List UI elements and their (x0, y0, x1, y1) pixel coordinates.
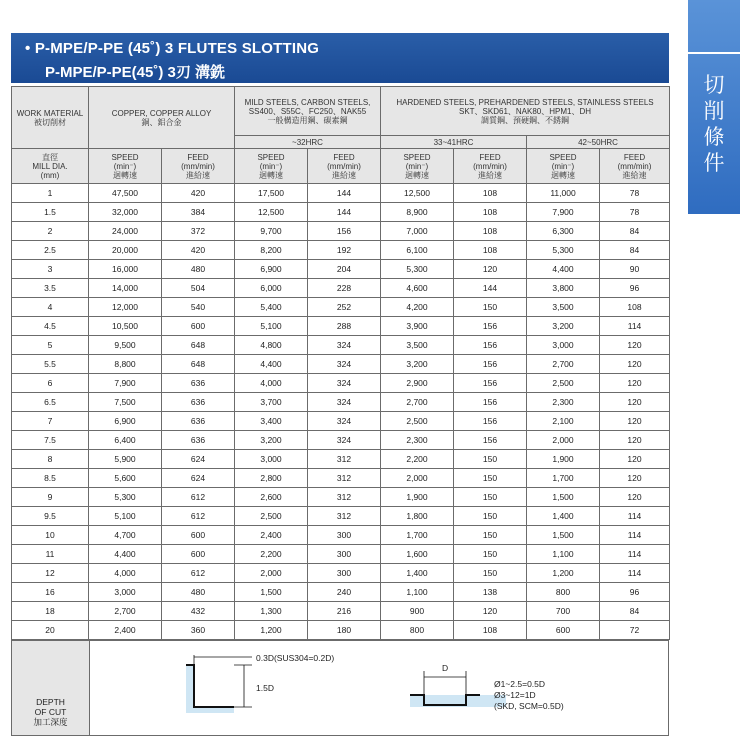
speed-cell: 9,500 (89, 336, 162, 355)
feed-cell: 150 (454, 507, 527, 526)
feed-cell: 120 (600, 374, 670, 393)
speed-cell: 1,400 (527, 507, 600, 526)
title-line-2: P-MPE/P-PE(45˚) 3刃 溝銑 (45, 64, 226, 81)
speed-cell: 7,900 (89, 374, 162, 393)
speed-cell: 5,600 (89, 469, 162, 488)
group-hardened-steel-header: HARDENED STEELS, PREHARDENED STEELS, STAINLESS STEELS SKT、SKD61、NAK80、HPM1、DH 調質鋼、預硬鋼、不銹鋼 (381, 87, 670, 136)
feed-cell: 120 (600, 450, 670, 469)
speed-cell: 2,500 (235, 507, 308, 526)
mill-dia-cell: 5.5 (12, 355, 89, 374)
speed-cell: 1,200 (235, 621, 308, 640)
feed-cell: 108 (454, 203, 527, 222)
feed-header: FEED (mm/min) 進給速 (308, 149, 381, 184)
feed-cell: 216 (308, 602, 381, 621)
mill-dia-cell: 9 (12, 488, 89, 507)
mill-dia-cell: 2 (12, 222, 89, 241)
work-material-header: WORK MATERIAL 被切削材 (12, 87, 89, 149)
speed-cell: 1,300 (235, 602, 308, 621)
table-row (12, 583, 670, 602)
speed-cell: 2,700 (381, 393, 454, 412)
table-row (12, 260, 670, 279)
speed-cell: 1,500 (527, 488, 600, 507)
side-tab-char: 條 (703, 125, 725, 149)
speed-cell: 24,000 (89, 222, 162, 241)
feed-cell: 108 (454, 621, 527, 640)
table-row (12, 469, 670, 488)
speed-cell: 8,800 (89, 355, 162, 374)
side-tab-char: 削 (703, 99, 725, 123)
feed-cell: 108 (600, 298, 670, 317)
speed-cell: 3,500 (381, 336, 454, 355)
mill-dia-cell: 6.5 (12, 393, 89, 412)
table-row (12, 431, 670, 450)
feed-cell: 204 (308, 260, 381, 279)
feed-cell: 114 (600, 564, 670, 583)
feed-cell: 384 (162, 203, 235, 222)
speed-cell: 2,000 (381, 469, 454, 488)
mill-dia-cell: 3 (12, 260, 89, 279)
feed-cell: 150 (454, 564, 527, 583)
feed-cell: 612 (162, 507, 235, 526)
feed-header: FEED (mm/min) 進給速 (162, 149, 235, 184)
feed-cell: 120 (600, 393, 670, 412)
table-row (12, 374, 670, 393)
table-row (12, 241, 670, 260)
feed-cell: 480 (162, 583, 235, 602)
title-banner (11, 33, 669, 83)
speed-cell: 14,000 (89, 279, 162, 298)
table-row (12, 279, 670, 298)
speed-cell: 3,200 (381, 355, 454, 374)
feed-cell: 150 (454, 450, 527, 469)
feed-cell: 300 (308, 545, 381, 564)
speed-cell: 2,200 (235, 545, 308, 564)
mill-dia-cell: 8.5 (12, 469, 89, 488)
speed-cell: 2,100 (527, 412, 600, 431)
mill-dia-cell: 9.5 (12, 507, 89, 526)
speed-cell: 4,400 (235, 355, 308, 374)
speed-cell: 3,200 (527, 317, 600, 336)
speed-cell: 32,000 (89, 203, 162, 222)
table-row (12, 450, 670, 469)
table-row (12, 526, 670, 545)
speed-cell: 1,700 (381, 526, 454, 545)
feed-cell: 114 (600, 317, 670, 336)
feed-cell: 150 (454, 545, 527, 564)
feed-cell: 120 (600, 488, 670, 507)
feed-cell: 252 (308, 298, 381, 317)
mill-dia-cell: 4 (12, 298, 89, 317)
speed-cell: 2,900 (381, 374, 454, 393)
feed-cell: 120 (454, 602, 527, 621)
speed-cell: 6,900 (235, 260, 308, 279)
group-copper-header: COPPER, COPPER ALLOY 銅、鋁合金 (89, 87, 235, 149)
feed-cell: 288 (308, 317, 381, 336)
mill-dia-cell: 11 (12, 545, 89, 564)
feed-cell: 300 (308, 564, 381, 583)
speed-cell: 2,000 (527, 431, 600, 450)
feed-cell: 84 (600, 602, 670, 621)
feed-cell: 150 (454, 469, 527, 488)
speed-cell: 20,000 (89, 241, 162, 260)
speed-cell: 3,000 (89, 583, 162, 602)
feed-cell: 144 (308, 184, 381, 203)
feed-cell: 84 (600, 222, 670, 241)
speed-cell: 3,900 (381, 317, 454, 336)
speed-cell: 8,200 (235, 241, 308, 260)
speed-cell: 4,000 (89, 564, 162, 583)
speed-cell: 4,200 (381, 298, 454, 317)
feed-cell: 312 (308, 507, 381, 526)
speed-cell: 1,800 (381, 507, 454, 526)
speed-cell: 2,400 (235, 526, 308, 545)
feed-cell: 120 (600, 469, 670, 488)
speed-cell: 47,500 (89, 184, 162, 203)
feed-cell: 114 (600, 545, 670, 564)
feed-cell: 78 (600, 203, 670, 222)
speed-cell: 1,100 (381, 583, 454, 602)
feed-cell: 114 (600, 507, 670, 526)
feed-cell: 420 (162, 241, 235, 260)
table-row (12, 317, 670, 336)
side-tab-char: 切 (703, 73, 725, 97)
speed-cell: 4,400 (89, 545, 162, 564)
feed-cell: 324 (308, 355, 381, 374)
table-row (12, 298, 670, 317)
feed-cell: 636 (162, 374, 235, 393)
feed-cell: 150 (454, 526, 527, 545)
speed-cell: 7,500 (89, 393, 162, 412)
speed-cell: 12,000 (89, 298, 162, 317)
speed-cell: 800 (381, 621, 454, 640)
feed-cell: 120 (600, 336, 670, 355)
feed-cell: 120 (600, 355, 670, 374)
speed-cell: 1,400 (381, 564, 454, 583)
shoulder-width-note: 0.3D(SUS304=0.2D) (256, 653, 335, 663)
feed-cell: 90 (600, 260, 670, 279)
feed-cell: 324 (308, 374, 381, 393)
feed-cell: 624 (162, 450, 235, 469)
side-tab-char: 件 (703, 151, 725, 175)
speed-cell: 600 (527, 621, 600, 640)
speed-cell: 3,800 (527, 279, 600, 298)
mill-dia-cell: 7 (12, 412, 89, 431)
feed-cell: 156 (454, 355, 527, 374)
feed-cell: 228 (308, 279, 381, 298)
mill-dia-cell: 1 (12, 184, 89, 203)
speed-cell: 5,300 (381, 260, 454, 279)
mill-dia-cell: 7.5 (12, 431, 89, 450)
speed-cell: 2,200 (381, 450, 454, 469)
speed-cell: 1,600 (381, 545, 454, 564)
feed-cell: 156 (454, 336, 527, 355)
mill-dia-cell: 3.5 (12, 279, 89, 298)
speed-cell: 4,700 (89, 526, 162, 545)
group-mild-steel-header: MILD STEELS, CARBON STEELS, SS400、S55C、FC250、NAK55 一般構造用鋼、碳素鋼 (235, 87, 381, 136)
speed-cell: 3,700 (235, 393, 308, 412)
slot-depth-notes: Ø1~2.5=0.5D Ø3~12=1D (SKD, SCM=0.5D) (494, 679, 564, 711)
speed-header: SPEED (min⁻) 迴轉速 (527, 149, 600, 184)
mill-dia-cell: 5 (12, 336, 89, 355)
feed-cell: 138 (454, 583, 527, 602)
speed-cell: 5,100 (89, 507, 162, 526)
slot-width-label: D (442, 663, 449, 673)
speed-cell: 1,900 (527, 450, 600, 469)
speed-cell: 1,100 (527, 545, 600, 564)
speed-cell: 2,400 (89, 621, 162, 640)
table-row (12, 545, 670, 564)
feed-cell: 156 (454, 431, 527, 450)
hardness-header: 33~41HRC (381, 136, 527, 149)
speed-cell: 1,700 (527, 469, 600, 488)
speed-cell: 5,400 (235, 298, 308, 317)
feed-cell: 324 (308, 336, 381, 355)
table-row (12, 602, 670, 621)
speed-cell: 4,400 (527, 260, 600, 279)
feed-cell: 312 (308, 450, 381, 469)
mill-dia-cell: 20 (12, 621, 89, 640)
speed-cell: 5,300 (527, 241, 600, 260)
cutting-conditions-table (11, 86, 670, 640)
title-line-1: • P-MPE/P-PE (45˚) 3 FLUTES SLOTTING (25, 40, 320, 57)
mill-dia-cell: 12 (12, 564, 89, 583)
depth-of-cut-label: DEPTH OF CUT 加工深度 (12, 641, 90, 735)
speed-cell: 6,000 (235, 279, 308, 298)
feed-cell: 156 (454, 317, 527, 336)
speed-cell: 7,900 (527, 203, 600, 222)
speed-cell: 1,500 (527, 526, 600, 545)
speed-cell: 12,500 (381, 184, 454, 203)
table-row (12, 488, 670, 507)
depth-of-cut-diagram (12, 641, 668, 735)
feed-cell: 240 (308, 583, 381, 602)
table-row (12, 621, 670, 640)
speed-cell: 900 (381, 602, 454, 621)
feed-cell: 612 (162, 488, 235, 507)
speed-cell: 3,000 (527, 336, 600, 355)
feed-cell: 324 (308, 412, 381, 431)
feed-cell: 120 (600, 412, 670, 431)
table-row (12, 184, 670, 203)
shoulder-depth-note: 1.5D (256, 683, 274, 693)
side-tab-divider (688, 52, 740, 54)
mill-dia-cell: 1.5 (12, 203, 89, 222)
table-row (12, 507, 670, 526)
speed-cell: 4,800 (235, 336, 308, 355)
feed-cell: 600 (162, 526, 235, 545)
feed-cell: 600 (162, 545, 235, 564)
feed-cell: 156 (454, 412, 527, 431)
table-row (12, 393, 670, 412)
speed-cell: 2,700 (527, 355, 600, 374)
feed-cell: 636 (162, 412, 235, 431)
feed-cell: 324 (308, 393, 381, 412)
feed-cell: 420 (162, 184, 235, 203)
feed-cell: 636 (162, 431, 235, 450)
feed-cell: 78 (600, 184, 670, 203)
feed-header: FEED (mm/min) 進給速 (454, 149, 527, 184)
mill-dia-cell: 8 (12, 450, 89, 469)
table-row (12, 412, 670, 431)
speed-cell: 2,500 (381, 412, 454, 431)
feed-cell: 96 (600, 279, 670, 298)
feed-cell: 432 (162, 602, 235, 621)
feed-cell: 156 (308, 222, 381, 241)
mill-dia-cell: 10 (12, 526, 89, 545)
feed-cell: 96 (600, 583, 670, 602)
feed-cell: 72 (600, 621, 670, 640)
speed-cell: 8,900 (381, 203, 454, 222)
speed-header: SPEED (min⁻) 迴轉速 (89, 149, 162, 184)
speed-cell: 5,100 (235, 317, 308, 336)
feed-cell: 150 (454, 488, 527, 507)
feed-cell: 120 (454, 260, 527, 279)
side-tab-label (688, 72, 740, 176)
feed-cell: 108 (454, 222, 527, 241)
feed-header: FEED (mm/min) 進給速 (600, 149, 670, 184)
table-row (12, 564, 670, 583)
table-row (12, 336, 670, 355)
speed-cell: 9,700 (235, 222, 308, 241)
speed-cell: 800 (527, 583, 600, 602)
speed-cell: 11,000 (527, 184, 600, 203)
speed-cell: 7,000 (381, 222, 454, 241)
table-row (12, 355, 670, 374)
feed-cell: 636 (162, 393, 235, 412)
feed-cell: 84 (600, 241, 670, 260)
feed-cell: 372 (162, 222, 235, 241)
speed-cell: 1,200 (527, 564, 600, 583)
speed-cell: 2,500 (527, 374, 600, 393)
feed-cell: 300 (308, 526, 381, 545)
speed-header: SPEED (min⁻) 迴轉速 (235, 149, 308, 184)
table-row (12, 203, 670, 222)
mill-dia-cell: 4.5 (12, 317, 89, 336)
speed-cell: 1,900 (381, 488, 454, 507)
feed-cell: 540 (162, 298, 235, 317)
feed-cell: 144 (454, 279, 527, 298)
feed-cell: 624 (162, 469, 235, 488)
feed-cell: 156 (454, 393, 527, 412)
speed-cell: 2,000 (235, 564, 308, 583)
feed-cell: 612 (162, 564, 235, 583)
speed-cell: 2,700 (89, 602, 162, 621)
feed-cell: 180 (308, 621, 381, 640)
mill-dia-cell: 6 (12, 374, 89, 393)
feed-cell: 648 (162, 336, 235, 355)
speed-cell: 3,200 (235, 431, 308, 450)
speed-cell: 3,000 (235, 450, 308, 469)
speed-cell: 2,300 (381, 431, 454, 450)
feed-cell: 648 (162, 355, 235, 374)
feed-cell: 156 (454, 374, 527, 393)
feed-cell: 312 (308, 469, 381, 488)
speed-cell: 6,900 (89, 412, 162, 431)
mill-dia-cell: 18 (12, 602, 89, 621)
speed-cell: 700 (527, 602, 600, 621)
feed-cell: 120 (600, 431, 670, 450)
feed-cell: 144 (308, 203, 381, 222)
feed-cell: 360 (162, 621, 235, 640)
speed-cell: 5,300 (89, 488, 162, 507)
speed-cell: 4,000 (235, 374, 308, 393)
speed-cell: 16,000 (89, 260, 162, 279)
mill-dia-cell: 2.5 (12, 241, 89, 260)
speed-cell: 2,600 (235, 488, 308, 507)
speed-cell: 2,300 (527, 393, 600, 412)
speed-cell: 6,100 (381, 241, 454, 260)
speed-cell: 6,300 (527, 222, 600, 241)
hardness-header: ~32HRC (235, 136, 381, 149)
speed-cell: 2,800 (235, 469, 308, 488)
speed-cell: 6,400 (89, 431, 162, 450)
mill-dia-cell: 16 (12, 583, 89, 602)
depth-of-cut-panel (11, 640, 669, 736)
mill-dia-header: 直徑 MILL DIA. (mm) (12, 149, 89, 184)
table-row (12, 222, 670, 241)
speed-cell: 1,500 (235, 583, 308, 602)
feed-cell: 114 (600, 526, 670, 545)
feed-cell: 600 (162, 317, 235, 336)
speed-cell: 3,400 (235, 412, 308, 431)
feed-cell: 150 (454, 298, 527, 317)
feed-cell: 108 (454, 184, 527, 203)
feed-cell: 324 (308, 431, 381, 450)
feed-cell: 504 (162, 279, 235, 298)
feed-cell: 480 (162, 260, 235, 279)
speed-cell: 17,500 (235, 184, 308, 203)
speed-cell: 12,500 (235, 203, 308, 222)
speed-cell: 10,500 (89, 317, 162, 336)
speed-cell: 4,600 (381, 279, 454, 298)
feed-cell: 108 (454, 241, 527, 260)
side-tab (688, 0, 740, 214)
speed-cell: 5,900 (89, 450, 162, 469)
speed-cell: 3,500 (527, 298, 600, 317)
feed-cell: 312 (308, 488, 381, 507)
hardness-header: 42~50HRC (527, 136, 670, 149)
feed-cell: 192 (308, 241, 381, 260)
speed-header: SPEED (min⁻) 迴轉速 (381, 149, 454, 184)
